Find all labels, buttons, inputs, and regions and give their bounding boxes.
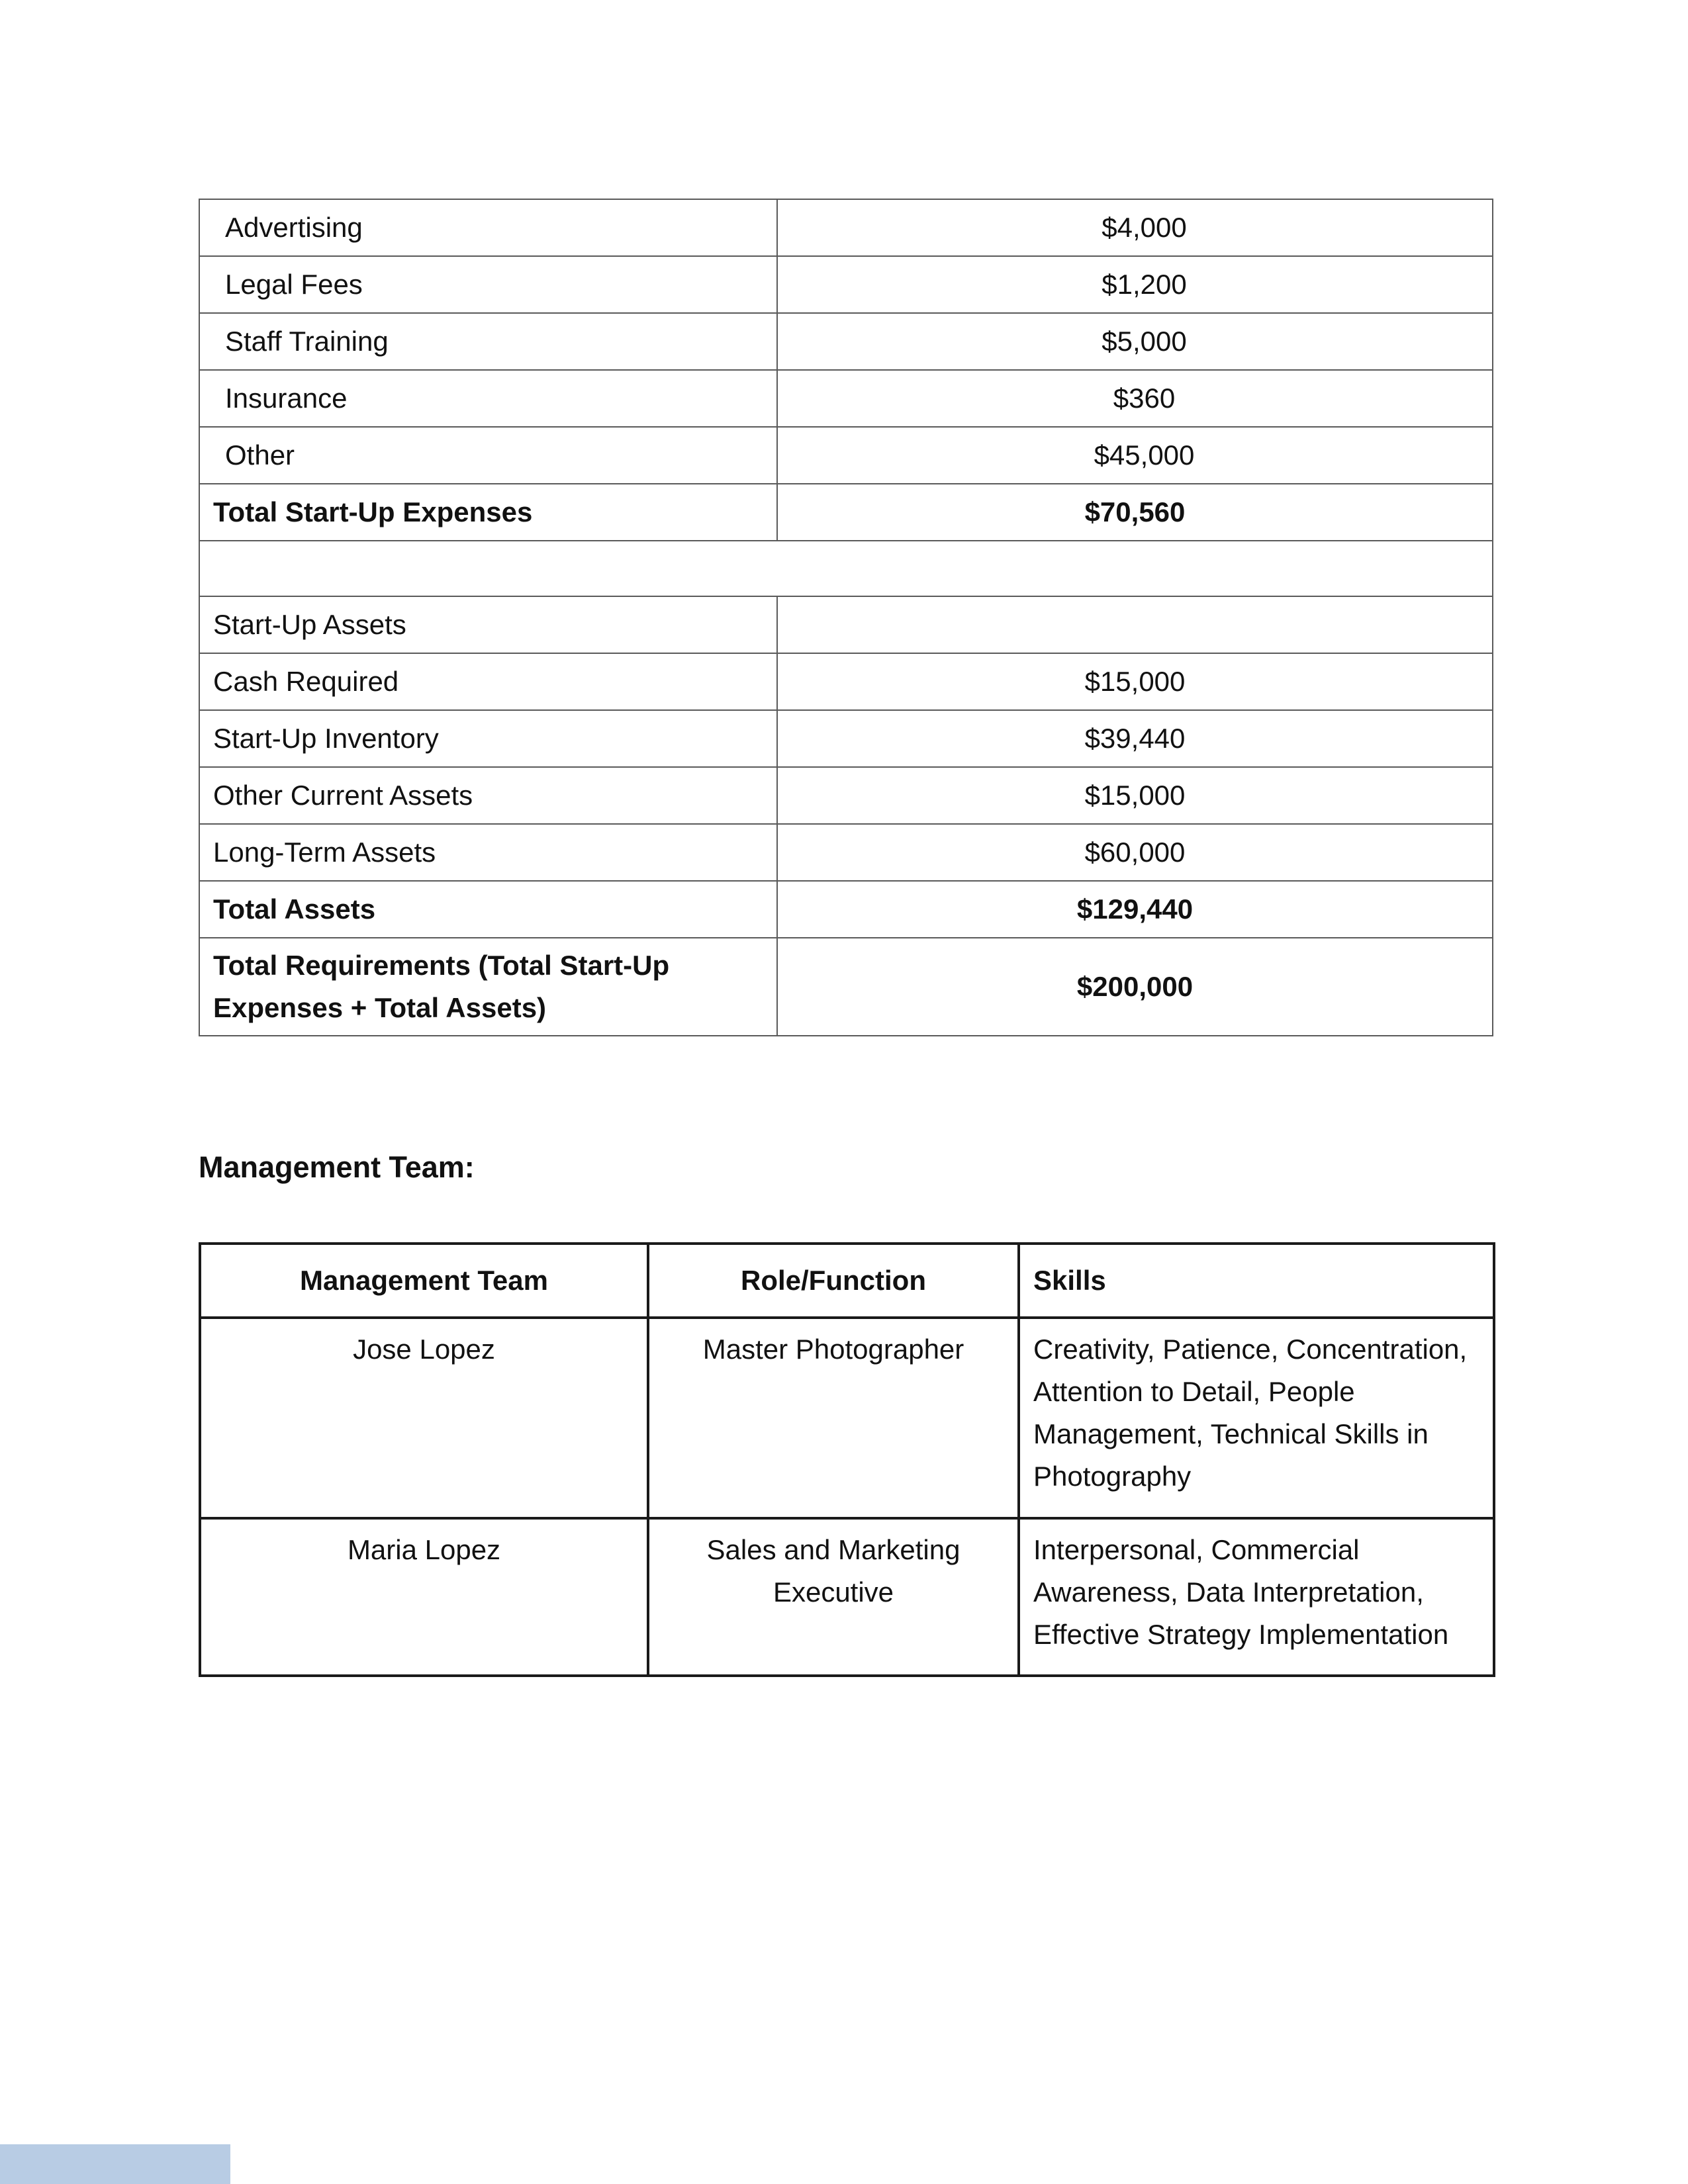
member-role-line: Master Photographer: [702, 1334, 964, 1365]
total-requirements-label: [199, 938, 777, 1036]
row-value-insurance: $360: [777, 370, 1493, 427]
table-row: [199, 767, 1493, 824]
table-row: [199, 653, 1493, 710]
total-assets-value: $129,440: [777, 881, 1493, 938]
member-name: Jose Lopez: [200, 1318, 648, 1518]
table-row: [200, 1518, 1494, 1676]
row-label-long-term-assets: Long-Term Assets: [199, 824, 777, 881]
member-role-line: Executive: [773, 1576, 894, 1608]
row-value-long-term-assets: $60,000: [777, 824, 1493, 881]
column-header-management-team: Management Team: [200, 1244, 648, 1318]
member-skills: [1019, 1518, 1494, 1676]
member-skills-line: Effective Strategy Implementation: [1033, 1619, 1449, 1650]
row-label-advertising: Advertising: [199, 199, 777, 256]
row-value-staff-training: $5,000: [777, 313, 1493, 370]
row-label-other-current-assets: Other Current Assets: [199, 767, 777, 824]
column-header-skills: Skills: [1019, 1244, 1494, 1318]
member-role: [648, 1318, 1019, 1518]
management-team-table: [199, 1242, 1495, 1677]
column-header-role-function: Role/Function: [648, 1244, 1019, 1318]
section-heading: Management Team:: [199, 1150, 475, 1184]
total-expenses-label: Total Start-Up Expenses: [199, 484, 777, 541]
total-row: [199, 484, 1493, 541]
footer-accent-bar: [0, 2144, 230, 2184]
row-value-other: $45,000: [777, 427, 1493, 484]
row-label-staff-training: Staff Training: [199, 313, 777, 370]
startup-summary-table: [199, 199, 1493, 1036]
section-header-row: [199, 596, 1493, 653]
row-label-startup-inventory: Start-Up Inventory: [199, 710, 777, 767]
total-requirements-value: $200,000: [777, 938, 1493, 1036]
table-row: [199, 427, 1493, 484]
table-row: [199, 199, 1493, 256]
table-row: [199, 313, 1493, 370]
total-requirements-label-line2: Expenses + Total Assets): [213, 992, 547, 1023]
row-value-cash-required: $15,000: [777, 653, 1493, 710]
row-label-other: Other: [199, 427, 777, 484]
total-expenses-value: $70,560: [777, 484, 1493, 541]
spacer-row: [199, 541, 1493, 596]
total-assets-label: Total Assets: [199, 881, 777, 938]
member-role: [648, 1518, 1019, 1676]
total-row: [199, 881, 1493, 938]
table-row: [199, 370, 1493, 427]
row-label-insurance: Insurance: [199, 370, 777, 427]
assets-header-value: [777, 596, 1493, 653]
member-skills-line: Interpersonal, Commercial: [1033, 1534, 1360, 1565]
row-value-advertising: $4,000: [777, 199, 1493, 256]
row-label-cash-required: Cash Required: [199, 653, 777, 710]
member-skills-line: Management, Technical Skills in: [1033, 1418, 1429, 1449]
table-row: [199, 824, 1493, 881]
total-requirements-row: [199, 938, 1493, 1036]
total-requirements-label-line1: Total Requirements (Total Start-Up: [213, 950, 670, 981]
row-value-startup-inventory: $39,440: [777, 710, 1493, 767]
table-row: [199, 256, 1493, 313]
assets-header-label: Start-Up Assets: [199, 596, 777, 653]
member-name: Maria Lopez: [200, 1518, 648, 1676]
empty-cell: [199, 541, 1493, 596]
member-skills-line: Awareness, Data Interpretation,: [1033, 1576, 1424, 1608]
table-row: [199, 710, 1493, 767]
member-skills-line: Photography: [1033, 1461, 1192, 1492]
row-label-legal-fees: Legal Fees: [199, 256, 777, 313]
member-skills: [1019, 1318, 1494, 1518]
row-value-legal-fees: $1,200: [777, 256, 1493, 313]
member-skills-line: Creativity, Patience, Concentration,: [1033, 1334, 1468, 1365]
table-row: [200, 1318, 1494, 1518]
table-header-row: [200, 1244, 1494, 1318]
row-value-other-current-assets: $15,000: [777, 767, 1493, 824]
member-role-line: Sales and Marketing: [706, 1534, 961, 1565]
member-skills-line: Attention to Detail, People: [1033, 1376, 1355, 1407]
